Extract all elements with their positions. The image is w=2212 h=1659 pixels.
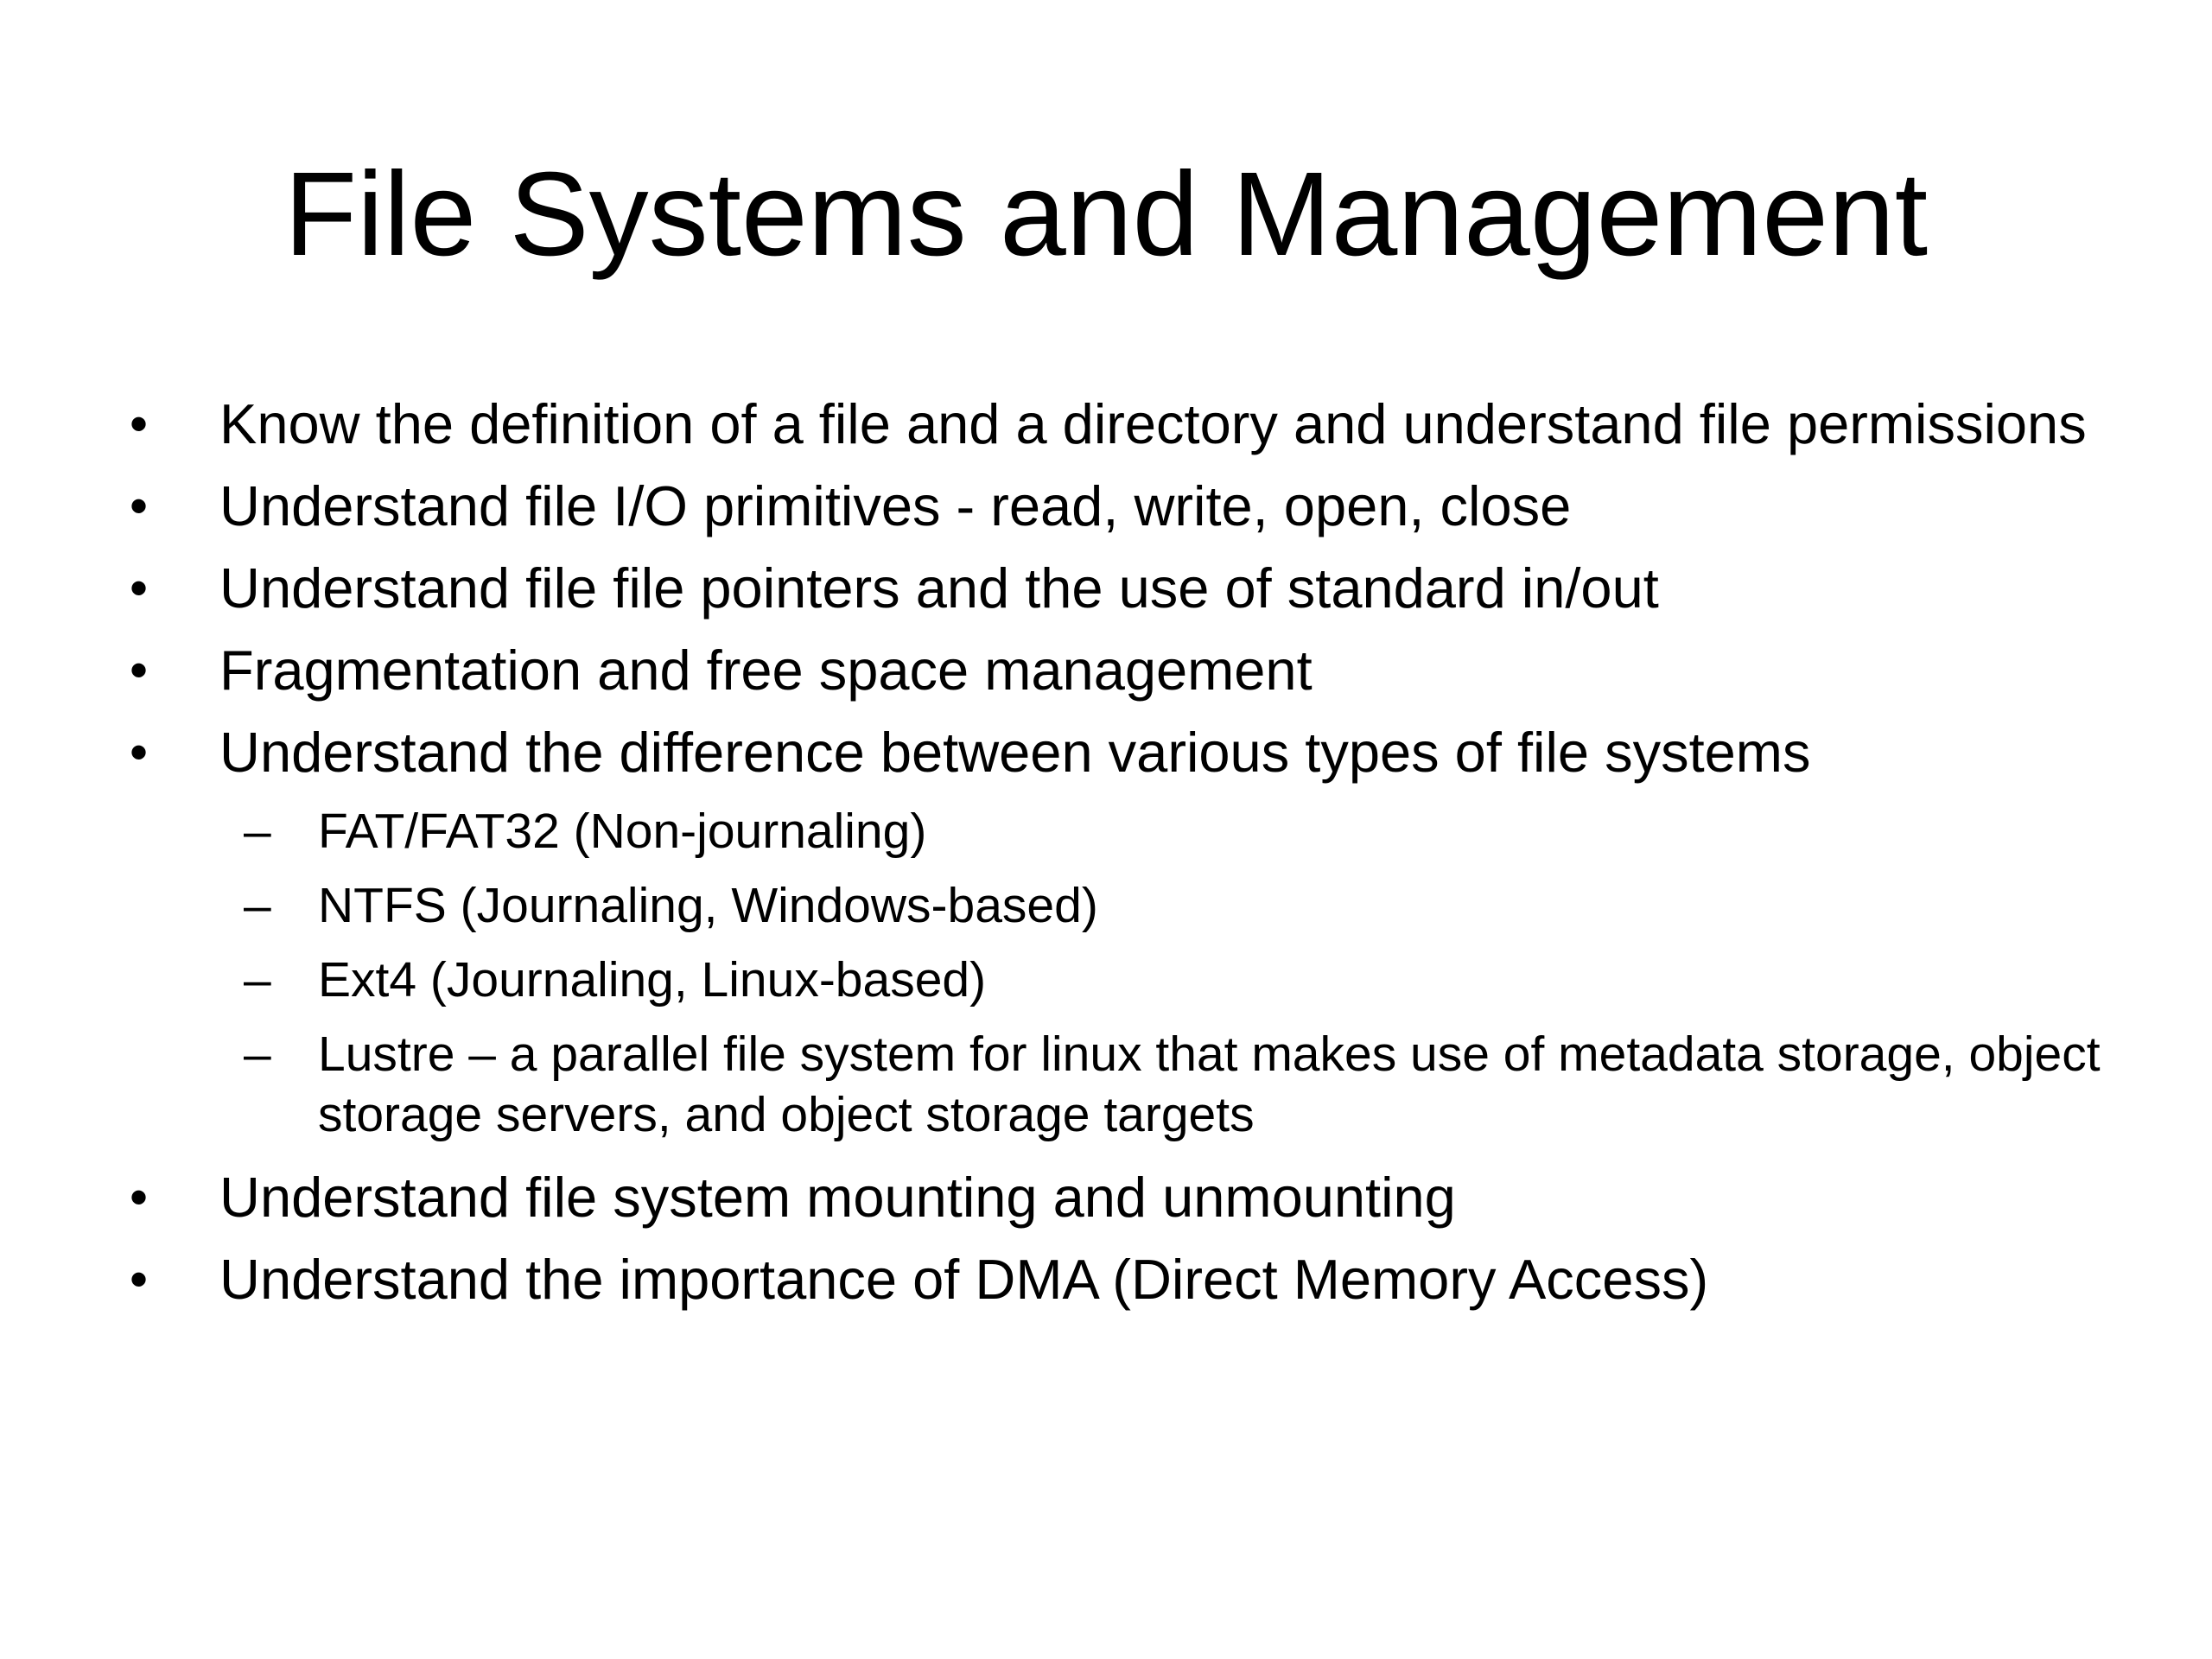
sub-bullet-item: [130, 801, 2117, 861]
bullet-icon: •: [130, 1168, 149, 1226]
slide-title: File Systems and Management: [283, 148, 1929, 281]
bullet-text: Understand file file pointers and the use of standard in/out: [219, 556, 1659, 620]
sub-bullet-text: Ext4 (Journaling, Linux-based): [318, 952, 987, 1007]
bullet-item: [130, 637, 2117, 704]
dash-icon: –: [244, 804, 271, 859]
sub-bullet-text: FAT/FAT32 (Non-journaling): [318, 804, 927, 859]
bullet-text: Understand file I/O primitives - read, write, open, close: [219, 474, 1572, 537]
bullet-item: [130, 473, 2117, 540]
sub-bullet-item: [130, 950, 2117, 1010]
bullet-item: [130, 555, 2117, 622]
bullet-item: [130, 391, 2117, 458]
dash-icon: –: [244, 878, 271, 933]
bullet-icon: •: [130, 395, 149, 453]
bullet-icon: •: [130, 723, 149, 781]
sub-bullet-text: NTFS (Journaling, Windows-based): [318, 878, 1098, 933]
bullet-text: Fragmentation and free space management: [219, 639, 1313, 702]
bullet-text: Know the definition of a file and a directory and understand file permissions: [219, 392, 2087, 455]
sub-bullet-item: [130, 875, 2117, 936]
bullet-icon: •: [130, 477, 149, 535]
bullet-item: [130, 1246, 2117, 1313]
dash-icon: –: [244, 952, 271, 1007]
bullet-icon: •: [130, 1250, 149, 1308]
bullet-text: Understand file system mounting and unmounting: [219, 1166, 1456, 1229]
bullet-text: Understand the difference between various types of file systems: [219, 721, 1811, 784]
dash-icon: –: [244, 1027, 271, 1082]
bullet-item: [130, 1164, 2117, 1231]
sub-bullet-text: Lustre – a parallel file system for linux that makes use of metadata storage, object storage servers, and object storage targets: [318, 1027, 2101, 1142]
bullet-list: [130, 391, 2117, 1328]
bullet-text: Understand the importance of DMA (Direct Memory Access): [219, 1248, 1709, 1311]
sub-bullet-item: [130, 1024, 2117, 1145]
bullet-icon: •: [130, 559, 149, 617]
bullet-item: [130, 719, 2117, 786]
bullet-icon: •: [130, 641, 149, 699]
